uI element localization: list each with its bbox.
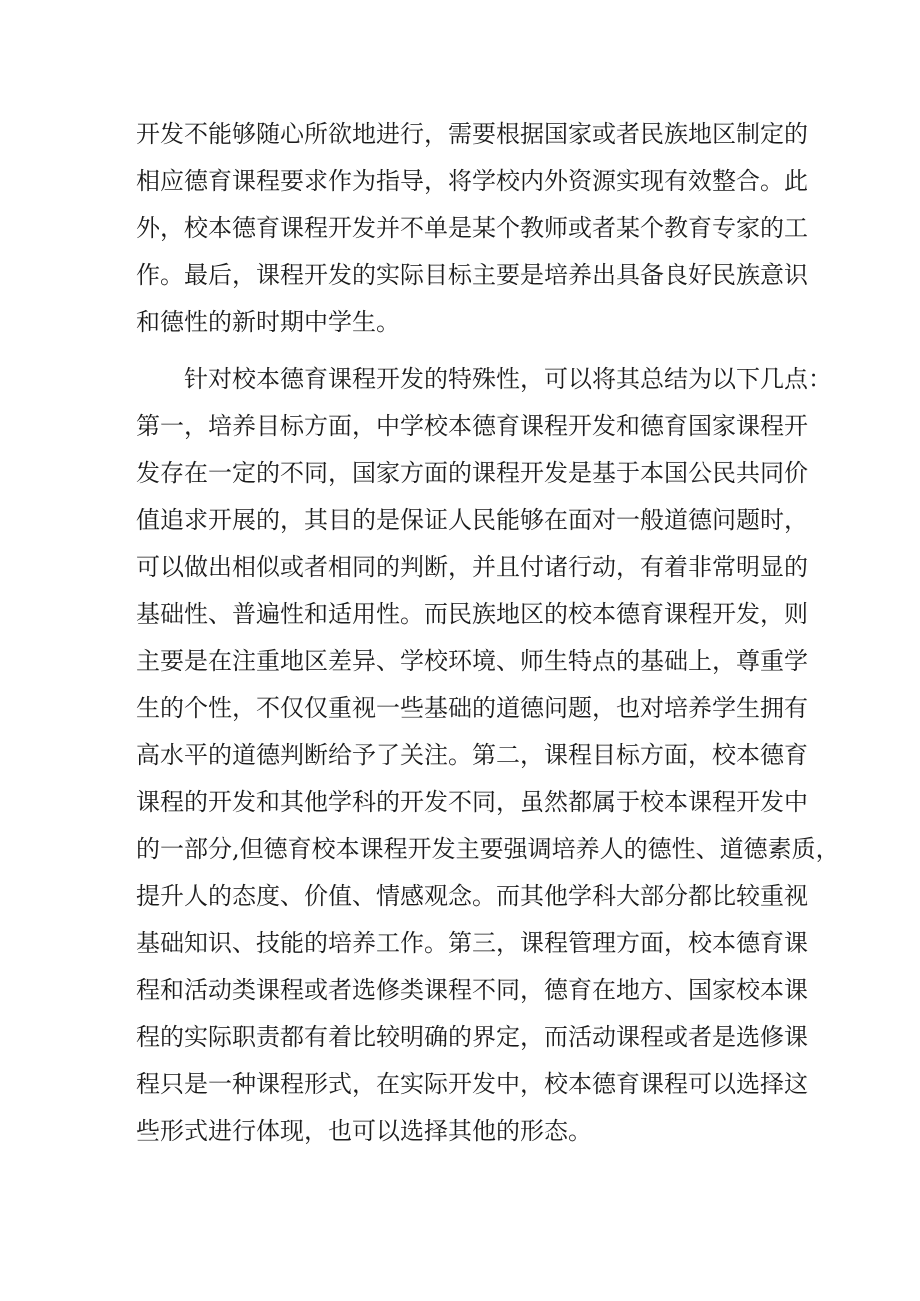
text-line: 和德性的新时期中学生。 bbox=[136, 308, 400, 336]
text-line: 针对校本德育课程开发的特殊性，可以将其总结为以下几点： bbox=[184, 365, 832, 393]
text-line: 相应德育课程要求作为指导，将学校内外资源实现有效整合。此 bbox=[136, 167, 808, 195]
text-line: 主要是在注重地区差异、学校环境、师生特点的基础上，尊重学 bbox=[136, 647, 808, 675]
paragraph-gap bbox=[136, 346, 798, 356]
text-line: 作。最后，课程开发的实际目标主要是培养出具备良好民族意识 bbox=[136, 261, 808, 289]
text-line: 提升人的态度、价值、情感观念。而其他学科大部分都比较重视 bbox=[136, 882, 808, 910]
text-line: 课程的开发和其他学科的开发不同，虽然都属于校本课程开发中 bbox=[136, 788, 808, 816]
paragraph-1 bbox=[136, 111, 808, 346]
text-line: 程和活动类课程或者选修类课程不同，德育在地方、国家校本课 bbox=[136, 976, 808, 1004]
text-line: 生的个性，不仅仅重视一些基础的道德问题，也对培养学生拥有 bbox=[136, 694, 808, 722]
document-body bbox=[136, 111, 840, 1155]
text-line: 开发不能够随心所欲地进行，需要根据国家或者民族地区制定的 bbox=[136, 120, 808, 148]
text-line: 的一部分,但德育校本课程开发主要强调培养人的德性、道德素质， bbox=[136, 835, 840, 863]
text-line: 高水平的道德判断给予了关注。第二，课程目标方面，校本德育 bbox=[136, 741, 808, 769]
text-line: 基础知识、技能的培养工作。第三，课程管理方面，校本德育课 bbox=[136, 929, 808, 957]
text-line: 可以做出相似或者相同的判断，并且付诸行动，有着非常明显的 bbox=[136, 553, 808, 581]
text-line: 外，校本德育课程开发并不单是某个教师或者某个教育专家的工 bbox=[136, 214, 808, 242]
paragraph-2 bbox=[136, 356, 840, 1155]
text-line: 基础性、普遍性和适用性。而民族地区的校本德育课程开发，则 bbox=[136, 600, 808, 628]
text-line: 程的实际职责都有着比较明确的界定，而活动课程或者是选修课 bbox=[136, 1023, 808, 1051]
text-line: 些形式进行体现，也可以选择其他的形态。 bbox=[136, 1117, 592, 1145]
text-line: 程只是一种课程形式，在实际开发中，校本德育课程可以选择这 bbox=[136, 1070, 808, 1098]
text-line: 发存在一定的不同，国家方面的课程开发是基于本国公民共同价 bbox=[136, 459, 808, 487]
text-line: 值追求开展的，其目的是保证人民能够在面对一般道德问题时， bbox=[136, 506, 808, 534]
text-line: 第一，培养目标方面，中学校本德育课程开发和德育国家课程开 bbox=[136, 412, 808, 440]
